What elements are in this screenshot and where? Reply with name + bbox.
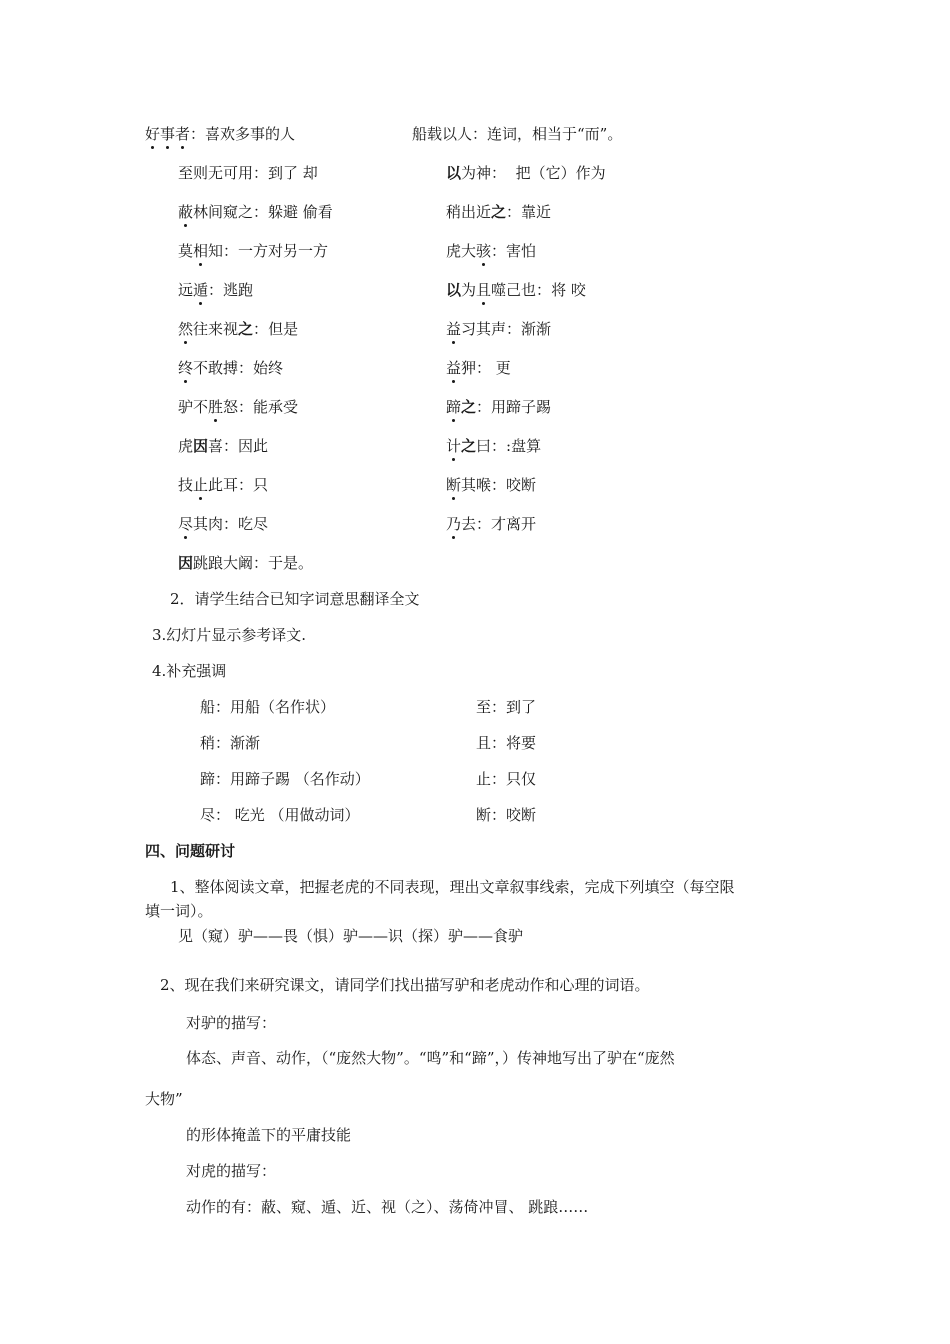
definition: 用蹄子踢 — [491, 398, 552, 416]
vocab-right-2 — [446, 202, 551, 222]
term: 其肉： — [193, 515, 239, 533]
definition: 始终 — [253, 359, 284, 377]
supplement-left-4: 尽： 吃光 （用做动词） — [200, 806, 360, 824]
term: 莫 — [178, 242, 194, 260]
bold-char: 以 — [446, 164, 462, 182]
supplement-left-3: 蹄：用蹄子踢 （名作动） — [200, 770, 370, 788]
donkey-heading: 对驴的描写： — [186, 1014, 277, 1032]
vocab-right-6 — [446, 358, 511, 378]
term: 去： — [461, 515, 492, 533]
dotted-char: 骇 — [476, 242, 492, 260]
dotted-char: 蹄 — [446, 398, 462, 416]
question-2: 2、现在我们来研究课文，请同学们找出描写驴和老虎动作和心理的词语。 — [160, 976, 650, 994]
vocab-left-10 — [178, 514, 268, 534]
bold-char: 之 — [461, 398, 477, 416]
dotted-char: 止 — [193, 476, 209, 494]
term: 林间窥之： — [193, 203, 269, 221]
term: 虎大 — [446, 242, 477, 260]
vocab-item-chuanzai: 船载以人：连词，相当于“而”。 — [412, 125, 623, 143]
question-1-cont: 填一词）。 — [145, 902, 213, 920]
vocab-last — [178, 553, 313, 573]
definition: ：喜欢多事的人 — [190, 125, 296, 143]
term: 技 — [178, 476, 194, 494]
bold-char: 因 — [178, 554, 194, 572]
dotted-char: 相 — [193, 242, 209, 260]
definition: :盘算 — [506, 437, 542, 455]
supplement-right-3: 止：只仅 — [476, 770, 537, 788]
vocab-right-9 — [446, 475, 536, 495]
term: ： — [491, 242, 507, 260]
dotted-char: 且 — [476, 281, 492, 299]
vocab-left-7 — [178, 397, 298, 417]
dotted-char: 终 — [178, 359, 194, 377]
vocab-left-3: 莫相知：一方对另一方 — [178, 242, 329, 260]
supplement-left-2: 稍：渐渐 — [200, 734, 261, 752]
dotted-char: 好 — [145, 125, 161, 143]
term: 驴不 — [178, 398, 209, 416]
question-1: 1、整体阅读文章，把握老虎的不同表现，理出文章叙事线索，完成下列填空（每空限 — [170, 878, 735, 896]
vocab-right-4 — [446, 280, 586, 300]
definition: 逃跑 — [223, 281, 254, 299]
dotted-char: 然 — [178, 320, 194, 338]
definition: 躲避 偷看 — [268, 203, 333, 221]
term: 远 — [178, 281, 194, 299]
supplement-left-1: 船：用船（名作状） — [200, 698, 336, 716]
definition: 害怕 — [506, 242, 537, 260]
step-4: 4.补充强调 — [152, 662, 227, 680]
definition: 一方对另一方 — [238, 242, 329, 260]
dotted-char: 遁 — [193, 281, 209, 299]
vocab-left-4: 远遁：逃跑 — [178, 281, 254, 299]
vocab-left-8 — [178, 436, 268, 456]
dotted-char: 者 — [175, 125, 191, 143]
definition: 但是 — [268, 320, 299, 338]
term: 为 — [461, 281, 477, 299]
vocab-right-1 — [446, 163, 606, 183]
term: 喜： — [208, 437, 239, 455]
bold-char: 以 — [446, 281, 462, 299]
vocab-left-6: 终不敢搏：始终 — [178, 359, 284, 377]
tiger-text: 动作的有：蔽、窥、遁、近、视（之）、荡倚冲冒、 跳踉…… — [186, 1198, 589, 1216]
step-2: 2．请学生结合已知字词意思翻译全文 — [170, 590, 420, 608]
dotted-char: 胜 — [208, 398, 224, 416]
dotted-char: 益 — [446, 359, 462, 377]
definition: 渐渐 — [521, 320, 552, 338]
vocab-right-3 — [446, 241, 536, 261]
dotted-char: 蔽 — [178, 203, 194, 221]
term: 至则无可用： — [178, 164, 269, 182]
definition: 才离开 — [491, 515, 537, 533]
bold-char: 之 — [491, 203, 507, 221]
term: 跳踉大阚：于是。 — [193, 554, 314, 572]
definition: 咬断 — [506, 476, 537, 494]
section-heading: 四、问题研讨 — [145, 842, 236, 860]
vocab-left-2 — [178, 202, 333, 222]
bold-char: 因 — [193, 437, 209, 455]
definition: 把（它）作为 — [515, 164, 606, 182]
term: 其喉： — [461, 476, 507, 494]
supplement-right-2: 且：将要 — [476, 734, 537, 752]
dotted-char: 事 — [160, 125, 176, 143]
bold-char: 之 — [461, 437, 477, 455]
vocab-right-7 — [446, 397, 551, 417]
definition: 更 — [491, 359, 511, 377]
vocab-item-haoshizhe — [145, 124, 295, 144]
donkey-text-3: 的形体掩盖下的平庸技能 — [186, 1126, 352, 1144]
supplement-right-4: 断：咬断 — [476, 806, 537, 824]
dotted-char: 尽 — [178, 515, 194, 533]
tiger-heading: 对虎的描写： — [186, 1162, 277, 1180]
dotted-char: 益 — [446, 320, 462, 338]
term: 曰： — [476, 437, 507, 455]
vocab-left-5: 然往来视之：但是 — [178, 320, 299, 338]
term: 此耳： — [208, 476, 254, 494]
definition: 到了 却 — [268, 164, 318, 182]
dotted-char: 乃 — [446, 515, 462, 533]
definition: 将 咬 — [551, 281, 586, 299]
vocab-right-8 — [446, 436, 541, 456]
term: 虎 — [178, 437, 194, 455]
definition: 因此 — [238, 437, 269, 455]
term: 习其声： — [461, 320, 522, 338]
step-3: 3.幻灯片显示参考译文. — [152, 626, 307, 644]
term: 为神： — [461, 164, 507, 182]
definition: 能承受 — [253, 398, 299, 416]
term: 稍出近 — [446, 203, 492, 221]
vocab-right-10 — [446, 514, 536, 534]
vocab-left-1 — [178, 163, 318, 183]
dotted-char: 断 — [446, 476, 462, 494]
definition: 靠近 — [521, 203, 552, 221]
vocab-right-5 — [446, 319, 551, 339]
term: ： — [506, 203, 522, 221]
term: ： — [476, 398, 492, 416]
term: 噬己也： — [491, 281, 552, 299]
donkey-text-2: 大物” — [145, 1090, 183, 1108]
definition: 吃尽 — [238, 515, 269, 533]
question-1-answer: 见（窥）驴——畏（惧）驴——识（探）驴——食驴 — [178, 927, 524, 945]
vocab-left-9 — [178, 475, 268, 495]
term: 狎： — [461, 359, 492, 377]
dotted-char: 计 — [446, 437, 462, 455]
definition: 只 — [253, 476, 269, 494]
term: 怒： — [223, 398, 254, 416]
donkey-text-1: 体态、声音、动作，（“庞然大物”。“鸣”和“蹄”，）传神地写出了驴在“庞然 — [186, 1049, 675, 1067]
supplement-right-1: 至：到了 — [476, 698, 537, 716]
